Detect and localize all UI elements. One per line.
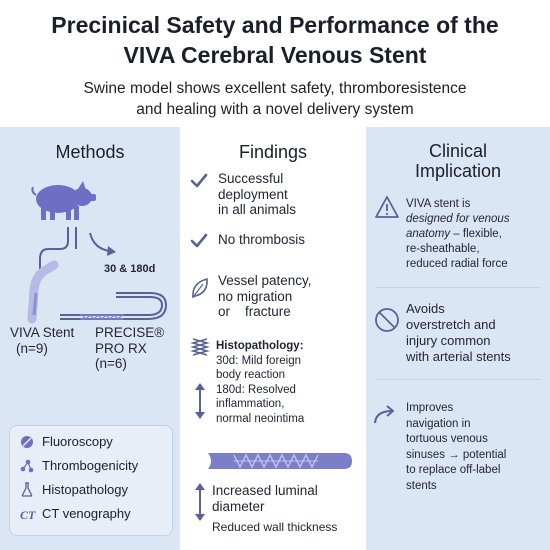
- svg-text:CT: CT: [20, 508, 36, 521]
- stent-icon: [190, 337, 210, 359]
- implication-line: navigation in: [406, 417, 471, 430]
- checkmark-icon: [190, 233, 208, 249]
- navigation-implication: [406, 401, 506, 494]
- stent-illustration: [204, 449, 354, 473]
- histo-line: body reaction: [216, 369, 286, 381]
- leaf-icon: [190, 277, 210, 299]
- implication-line: sinuses → potential: [406, 448, 507, 461]
- wall-finding: Reduced wall thickness: [212, 520, 338, 534]
- technique-label: Fluoroscopy: [42, 434, 113, 449]
- methods-panel: [0, 127, 180, 550]
- page-title: [0, 10, 550, 70]
- clinical-heading-line: Implication: [414, 161, 502, 181]
- implication-line: designed for venous: [406, 213, 510, 225]
- divider: [376, 287, 540, 288]
- implication-line: with arterial stents: [406, 349, 511, 364]
- pig-icon: [28, 175, 98, 225]
- page-subtitle: [0, 78, 550, 120]
- up-down-arrow-icon: [193, 382, 207, 420]
- finding-line: diameter: [212, 498, 265, 514]
- precise-label-2: PRO RX: [95, 340, 147, 356]
- implication-line: tortuous venous: [406, 433, 488, 445]
- avoid-implication: [406, 301, 511, 365]
- implication-line: anatomy: [406, 228, 451, 240]
- subtitle-line-1: Swine model shows excellent safety, thromboresistence: [83, 80, 467, 97]
- finding-line: in all animals: [218, 202, 297, 217]
- prohibited-icon: [374, 307, 400, 333]
- title-line-1: Precinical Safety and Performance of the: [51, 12, 499, 38]
- clinical-panel: [366, 127, 550, 550]
- curved-arrow-icon: [372, 403, 400, 425]
- precise-group: [95, 325, 164, 372]
- fluoroscopy-icon: [20, 435, 34, 449]
- viva-group: [10, 325, 74, 356]
- finding-line: deployment: [218, 186, 288, 202]
- implication-line: re-sheathable,: [406, 243, 480, 255]
- luminal-finding: [212, 483, 318, 514]
- design-implication: [406, 197, 510, 272]
- implication-line: overstretch and: [406, 317, 496, 332]
- technique-label: Histopathology: [42, 482, 128, 497]
- finding-line: Increased luminal: [212, 483, 318, 498]
- subtitle-line-2: and healing with a novel delivery system: [136, 101, 414, 118]
- flask-icon: [21, 482, 33, 497]
- method-arrows-icon: [20, 219, 180, 329]
- timepoints-label: 30 & 180d: [104, 263, 156, 275]
- histo-heading: Histopathology:: [216, 340, 304, 352]
- implication-line: stents: [406, 479, 437, 492]
- histo-line: 180d: Resolved: [216, 383, 296, 396]
- precise-label-1: PRECISE®: [95, 325, 165, 340]
- implication-line: Avoids: [406, 301, 445, 316]
- histo-line: normal neointima: [216, 412, 305, 425]
- precise-n: (n=6): [95, 356, 127, 371]
- implication-line: injury common: [406, 333, 491, 348]
- technique-label: Thrombogenicity: [42, 458, 139, 473]
- viva-label: VIVA Stent: [10, 325, 75, 340]
- finding-line: no migration: [218, 288, 293, 304]
- implication-line: VIVA stent is: [406, 198, 471, 210]
- implication-line: – flexible,: [450, 228, 502, 240]
- clinical-heading: [366, 141, 550, 181]
- finding-line: Vessel patency,: [218, 273, 312, 288]
- divider: [376, 379, 540, 380]
- thrombosis-finding: No thrombosis: [218, 232, 306, 247]
- implication-line: to replace off-label: [406, 464, 501, 476]
- histopathology-finding: [216, 339, 304, 426]
- methods-heading: Methods: [55, 142, 125, 162]
- histo-line: inflammation,: [216, 398, 285, 410]
- clinical-heading-line: Clinical: [428, 141, 488, 161]
- title-line-2: VIVA Cerebral Venous Stent: [123, 42, 427, 68]
- molecule-icon: [20, 459, 34, 473]
- histo-line: 30d: Mild foreign: [216, 354, 302, 367]
- implication-line: reduced radial force: [406, 258, 508, 270]
- findings-panel: [180, 127, 366, 550]
- finding-line: or fracture: [218, 304, 291, 319]
- up-down-arrow-icon: [193, 482, 207, 522]
- patency-finding: [218, 273, 312, 320]
- ct-icon: [20, 507, 36, 521]
- checkmark-icon: [190, 173, 208, 189]
- implication-line: Improves: [406, 402, 454, 414]
- techniques-box: [9, 425, 173, 536]
- findings-heading: Findings: [238, 142, 308, 162]
- technique-label: CT venography: [42, 506, 131, 521]
- finding-line: Successful: [218, 171, 284, 186]
- deployment-finding: [218, 171, 296, 218]
- viva-n: (n=9): [16, 340, 48, 356]
- warning-icon: [374, 195, 400, 219]
